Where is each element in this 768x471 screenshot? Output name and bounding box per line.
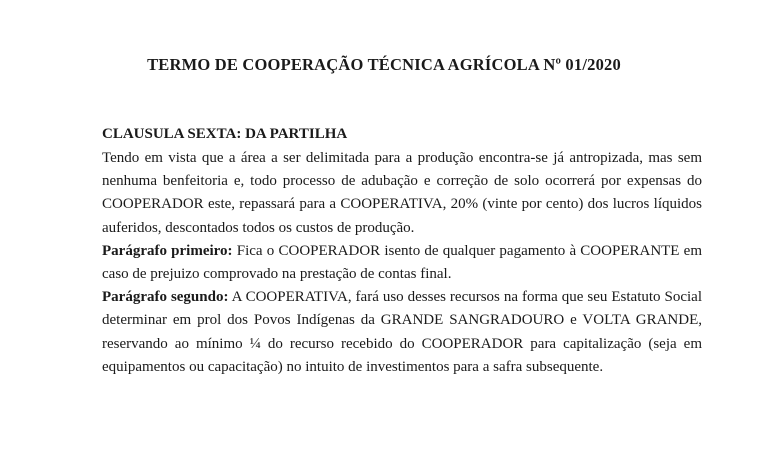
clause-text: Tendo em vista que a área a ser delimitada para a produção encontra-se já antropizada, mas sem nenhuma benfeitoria e, todo processo de adubação e correção de solo ocorrerá por expensas do COOPERADOR este, repassará para a COOPERATIVA, 20% (vinte por cento) dos lucros líquidos auferidos, descontados todos os custos de produção. (102, 150, 702, 236)
paragraph-primeiro-text: Fica o COOPERADOR isento de qualquer pagamento à COOPERANTE em caso de prejuizo comprovado na prestação de contas final. (102, 242, 702, 283)
paragraph-primeiro (102, 240, 702, 286)
paragraph-segundo-text: A COOPERATIVA, fará uso desses recursos na forma que seu Estatuto Social determinar em prol dos Povos Indígenas da GRANDE SANGRADOURO e VOLTA GRANDE, reservando ao mínimo ¼ do recurso recebido do COOPERADOR para capitalização (seja em equipamentos ou capacitação) no intuito de investimentos para a safra subsequente. (102, 289, 702, 375)
clause-heading: CLAUSULA SEXTA: DA PARTILHA (102, 126, 348, 142)
document-title: TERMO DE COOPERAÇÃO TÉCNICA AGRÍCOLA Nº 01/2020 (147, 55, 621, 74)
paragraph-segundo (102, 286, 702, 379)
document-body (102, 123, 702, 379)
paragraph-segundo-label: Parágrafo segundo: (102, 289, 229, 306)
paragraph-primeiro-label: Parágrafo primeiro: (102, 242, 233, 259)
